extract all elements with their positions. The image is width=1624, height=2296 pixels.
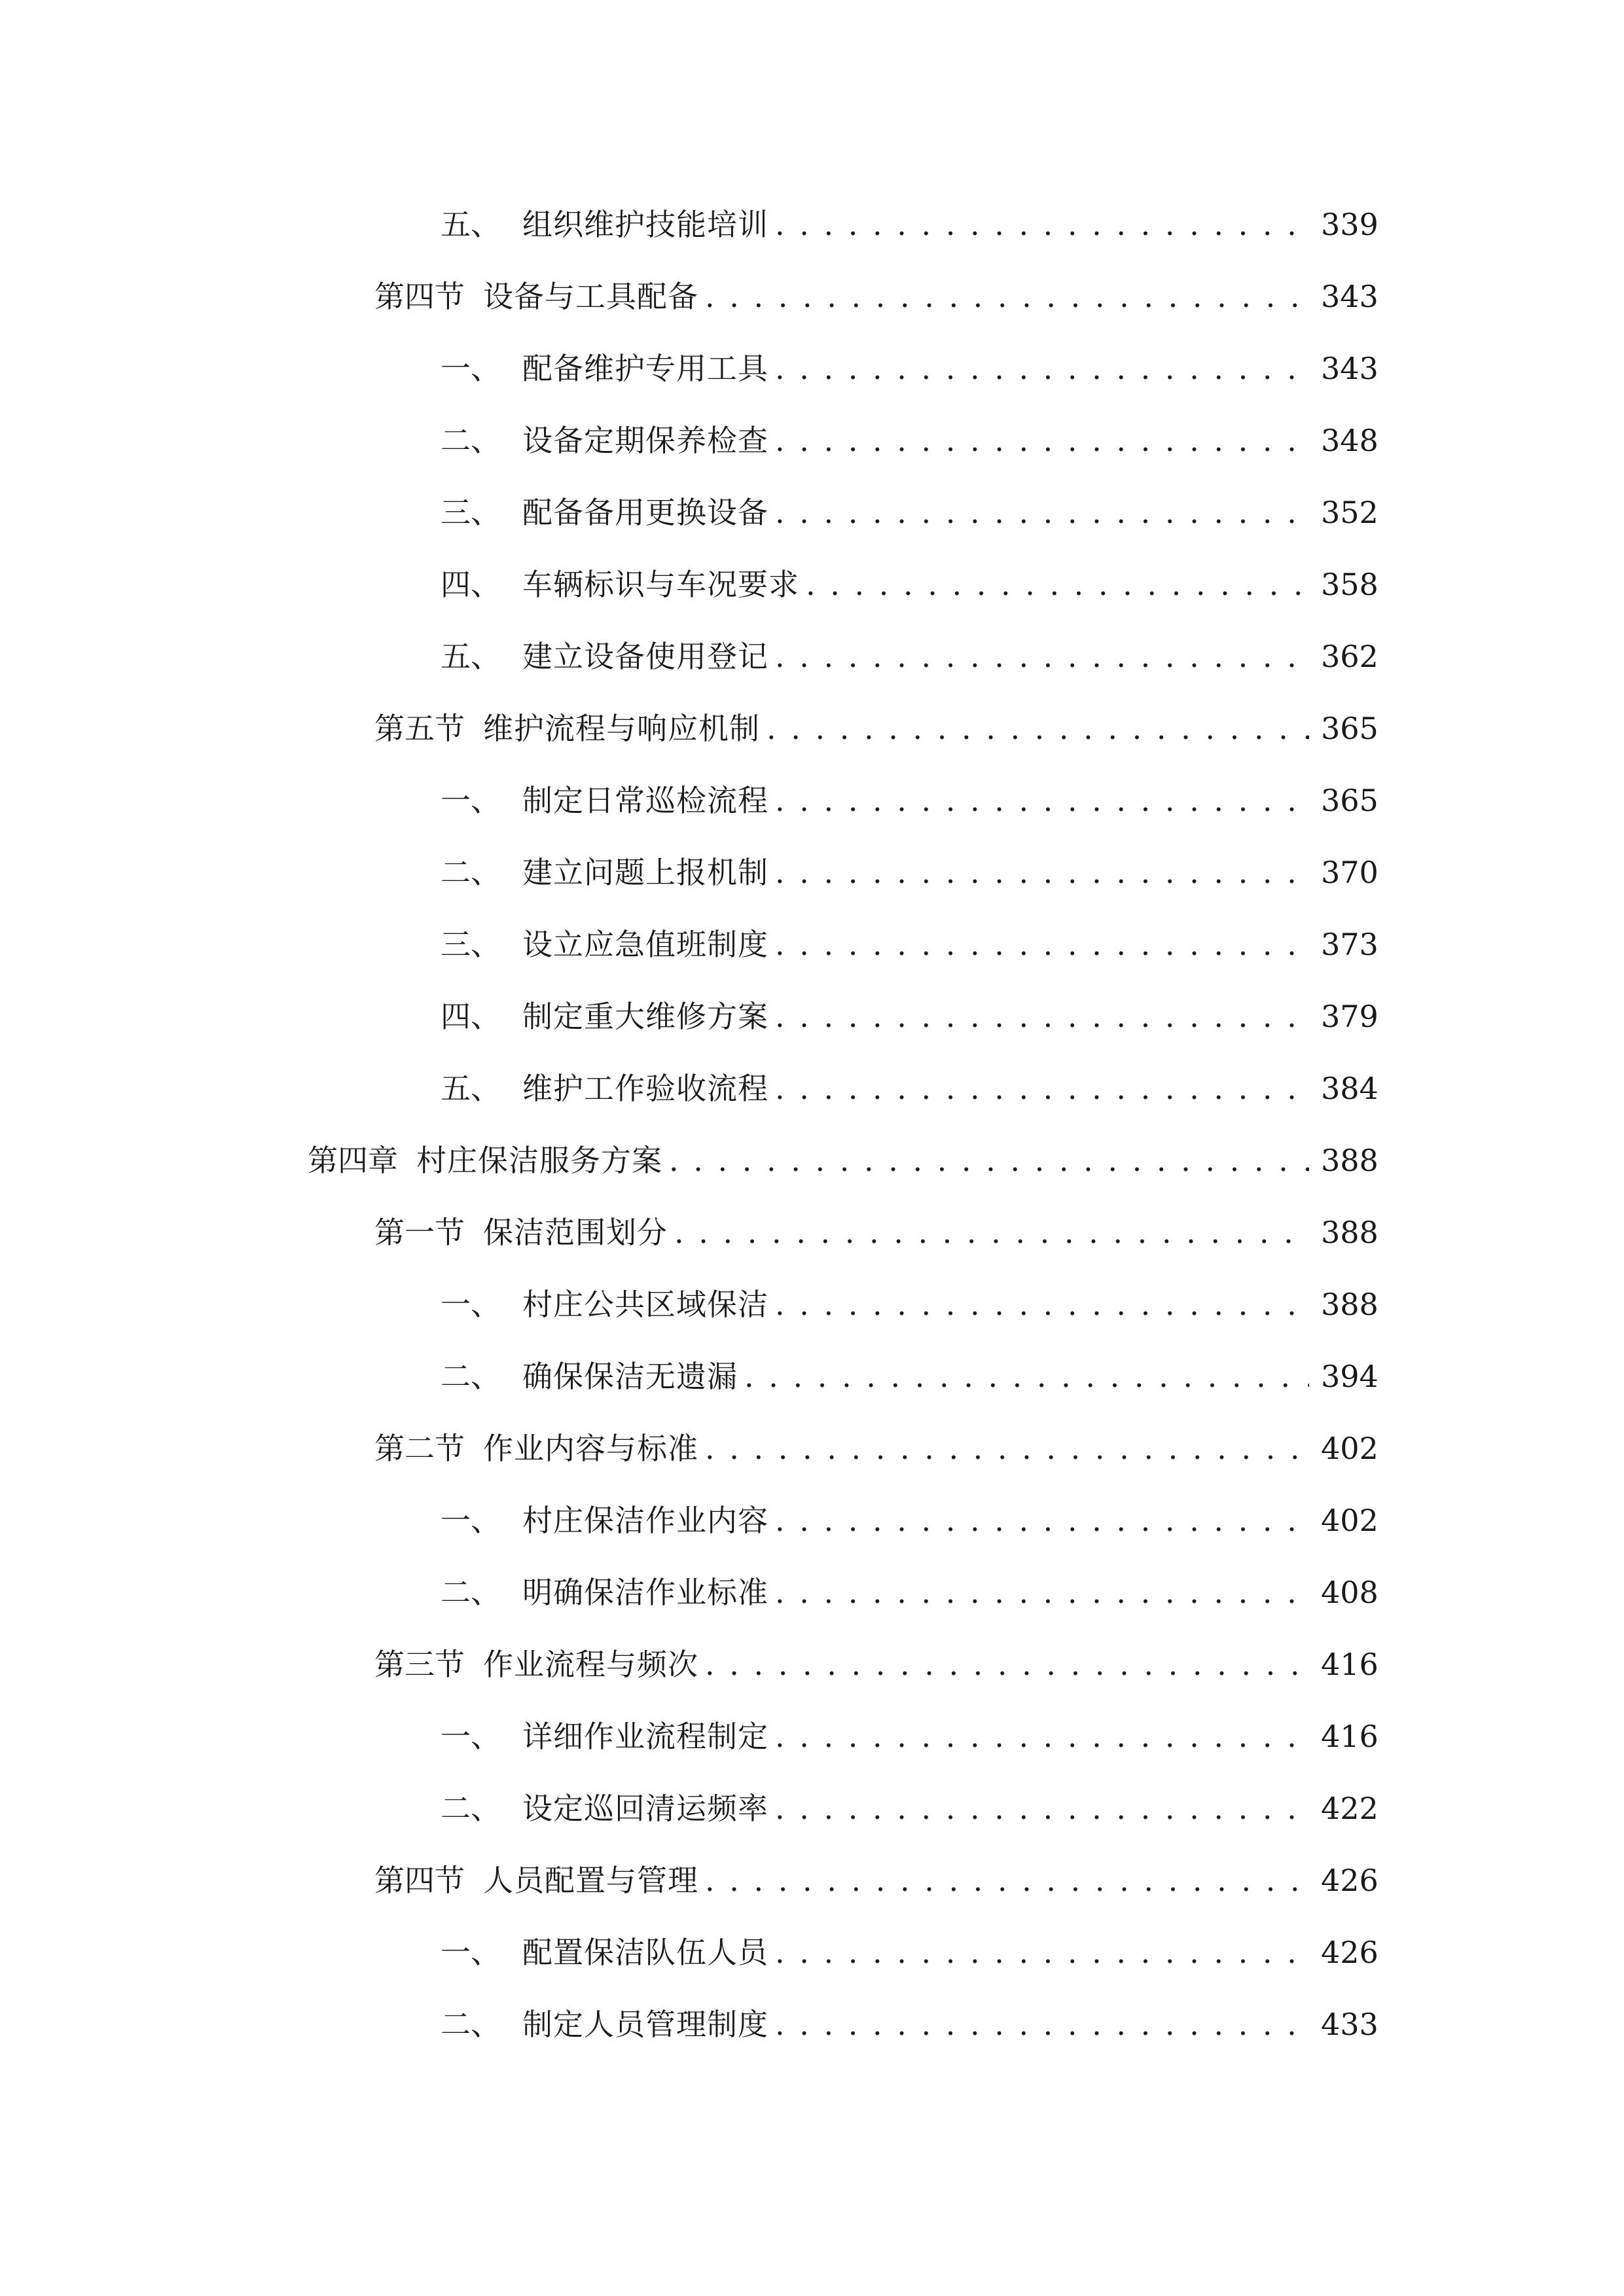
toc-dot-leader [775, 497, 1309, 528]
toc-entry[interactable] [0, 1268, 1624, 1340]
toc-entry-number: 二、 [441, 1359, 501, 1394]
toc-entry[interactable] [0, 1340, 1624, 1412]
toc-entry-title: 维护流程与响应机制 [483, 711, 760, 746]
toc-page-number: 358 [1321, 567, 1379, 602]
toc-dot-leader [775, 1721, 1309, 1751]
toc-entry[interactable] [0, 692, 1624, 764]
toc-entry-title: 制定重大维修方案 [522, 999, 768, 1034]
toc-entry[interactable] [0, 548, 1624, 620]
toc-entry[interactable] [0, 1196, 1624, 1268]
toc-entry-title: 制定日常巡检流程 [522, 783, 768, 818]
toc-page-number: 416 [1321, 1647, 1379, 1682]
toc-entry-title: 明确保洁作业标准 [522, 1575, 768, 1610]
toc-page-number: 339 [1321, 207, 1379, 242]
toc-entry[interactable] [0, 1628, 1624, 1700]
toc-entry-title: 确保保洁无遗漏 [522, 1359, 738, 1394]
toc-page-number: 402 [1321, 1431, 1379, 1466]
toc-entry-title: 设立应急值班制度 [522, 927, 768, 962]
toc-entry-number: 一、 [441, 1287, 501, 1322]
toc-entry[interactable] [0, 404, 1624, 476]
toc-page-number: 388 [1321, 1143, 1379, 1178]
toc-entry[interactable] [0, 188, 1624, 260]
toc-entry[interactable] [0, 1916, 1624, 1988]
toc-page-number: 348 [1321, 423, 1379, 458]
toc-entry-number: 四、 [441, 567, 501, 602]
toc-dot-leader [775, 1073, 1309, 1103]
toc-entry-number: 第三节 [374, 1647, 465, 1682]
toc-entry-number: 四、 [441, 999, 501, 1034]
toc-entry-title: 村庄保洁服务方案 [416, 1143, 662, 1178]
toc-entry-title: 详细作业流程制定 [522, 1719, 768, 1754]
toc-entry-number: 第四节 [374, 279, 465, 314]
toc-entry-number: 二、 [441, 1791, 501, 1826]
toc-dot-leader [674, 1217, 1309, 1247]
toc-entry[interactable] [0, 1124, 1624, 1196]
toc-entry-title: 配备维护专用工具 [522, 351, 768, 386]
toc-dot-leader [705, 1649, 1309, 1679]
toc-dot-leader [775, 353, 1309, 384]
toc-dot-leader [775, 641, 1309, 672]
toc-page-number: 394 [1321, 1359, 1379, 1394]
toc-page-number: 362 [1321, 639, 1379, 674]
toc-dot-leader [775, 2009, 1309, 2039]
toc-page-number: 379 [1321, 999, 1379, 1034]
toc-entry-number: 二、 [441, 855, 501, 890]
toc-entry[interactable] [0, 908, 1624, 980]
toc-dot-leader [775, 1793, 1309, 1823]
toc-entry-title: 配置保洁队伍人员 [522, 1935, 768, 1970]
toc-page-number: 388 [1321, 1215, 1379, 1250]
toc-entry-number: 二、 [441, 1575, 501, 1610]
toc-page-number: 373 [1321, 927, 1379, 962]
toc-entry-number: 第五节 [374, 711, 465, 746]
toc-entry-number: 一、 [441, 1935, 501, 1970]
toc-entry[interactable] [0, 1556, 1624, 1628]
toc-entry-number: 五、 [441, 639, 501, 674]
toc-entry-number: 一、 [441, 783, 501, 818]
toc-page-number: 402 [1321, 1503, 1379, 1538]
toc-entry[interactable] [0, 620, 1624, 692]
toc-entry-title: 设定巡回清运频率 [522, 1791, 768, 1826]
toc-dot-leader [775, 209, 1309, 240]
toc-dot-leader [775, 425, 1309, 456]
toc-entry-title: 保洁范围划分 [483, 1215, 668, 1250]
toc-entry-number: 二、 [441, 2007, 501, 2042]
toc-entry-title: 车辆标识与车况要求 [522, 567, 799, 602]
toc-entry-number: 一、 [441, 1719, 501, 1754]
toc-entry-title: 村庄公共区域保洁 [522, 1287, 768, 1322]
toc-entry[interactable] [0, 1844, 1624, 1916]
toc-page-number: 343 [1321, 351, 1379, 386]
toc-entry[interactable] [0, 1052, 1624, 1124]
toc-page-number: 365 [1321, 783, 1379, 818]
toc-page-number: 343 [1321, 279, 1379, 314]
toc-entry-number: 第四节 [374, 1863, 465, 1898]
toc-dot-leader [775, 785, 1309, 816]
toc-entry-title: 制定人员管理制度 [522, 2007, 768, 2042]
toc-dot-leader [705, 281, 1309, 312]
toc-dot-leader [669, 1145, 1309, 1175]
toc-dot-leader [806, 569, 1309, 600]
toc-entry-title: 作业内容与标准 [483, 1431, 698, 1466]
toc-dot-leader [775, 1001, 1309, 1031]
toc-entry-number: 第一节 [374, 1215, 465, 1250]
toc-dot-leader [775, 1937, 1309, 1967]
toc-dot-leader [775, 857, 1309, 888]
toc-entry[interactable] [0, 1412, 1624, 1484]
toc-entry-title: 作业流程与频次 [483, 1647, 698, 1682]
toc-page-number: 388 [1321, 1287, 1379, 1322]
toc-dot-leader [775, 1577, 1309, 1607]
toc-entry-title: 建立设备使用登记 [522, 639, 768, 674]
toc-entry[interactable] [0, 1988, 1624, 2060]
toc-page-number: 416 [1321, 1719, 1379, 1754]
toc-dot-leader [775, 1505, 1309, 1535]
toc-dot-leader [744, 1361, 1309, 1391]
toc-dot-leader [705, 1865, 1309, 1895]
toc-page-number: 365 [1321, 711, 1379, 746]
toc-entry-number: 第二节 [374, 1431, 465, 1466]
toc-dot-leader [705, 1433, 1309, 1463]
toc-entry-number: 五、 [441, 1071, 501, 1106]
toc-dot-leader [775, 929, 1309, 960]
toc-entry-title: 设备定期保养检查 [522, 423, 768, 458]
toc-entry-title: 建立问题上报机制 [522, 855, 768, 890]
toc-page-number: 433 [1321, 2007, 1379, 2042]
toc-entry-number: 一、 [441, 1503, 501, 1538]
toc-entry-number: 一、 [441, 351, 501, 386]
toc-entry-number: 五、 [441, 207, 501, 242]
toc-entry[interactable] [0, 476, 1624, 548]
toc-page-number: 384 [1321, 1071, 1379, 1106]
toc-entry[interactable] [0, 1772, 1624, 1844]
toc-entry-title: 配备备用更换设备 [522, 495, 768, 530]
toc-list [0, 188, 1624, 2060]
toc-entry-title: 组织维护技能培训 [522, 207, 768, 242]
toc-entry[interactable] [0, 764, 1624, 836]
toc-entry[interactable] [0, 260, 1624, 332]
toc-entry-number: 第四章 [308, 1143, 398, 1178]
toc-page-number: 352 [1321, 495, 1379, 530]
toc-page-number: 370 [1321, 855, 1379, 890]
toc-page-number: 408 [1321, 1575, 1379, 1610]
toc-entry[interactable] [0, 836, 1624, 908]
toc-dot-leader [767, 713, 1309, 744]
toc-entry[interactable] [0, 1484, 1624, 1556]
toc-dot-leader [775, 1289, 1309, 1319]
toc-page-number: 422 [1321, 1791, 1379, 1826]
toc-page-number: 426 [1321, 1935, 1379, 1970]
toc-entry[interactable] [0, 332, 1624, 404]
toc-entry-number: 三、 [441, 927, 501, 962]
toc-entry-title: 设备与工具配备 [483, 279, 698, 314]
toc-entry-number: 二、 [441, 423, 501, 458]
toc-entry[interactable] [0, 980, 1624, 1052]
toc-entry-title: 人员配置与管理 [483, 1863, 698, 1898]
toc-entry-number: 三、 [441, 495, 501, 530]
toc-entry-title: 村庄保洁作业内容 [522, 1503, 768, 1538]
toc-entry-title: 维护工作验收流程 [522, 1071, 768, 1106]
toc-entry[interactable] [0, 1700, 1624, 1772]
toc-page-number: 426 [1321, 1863, 1379, 1898]
